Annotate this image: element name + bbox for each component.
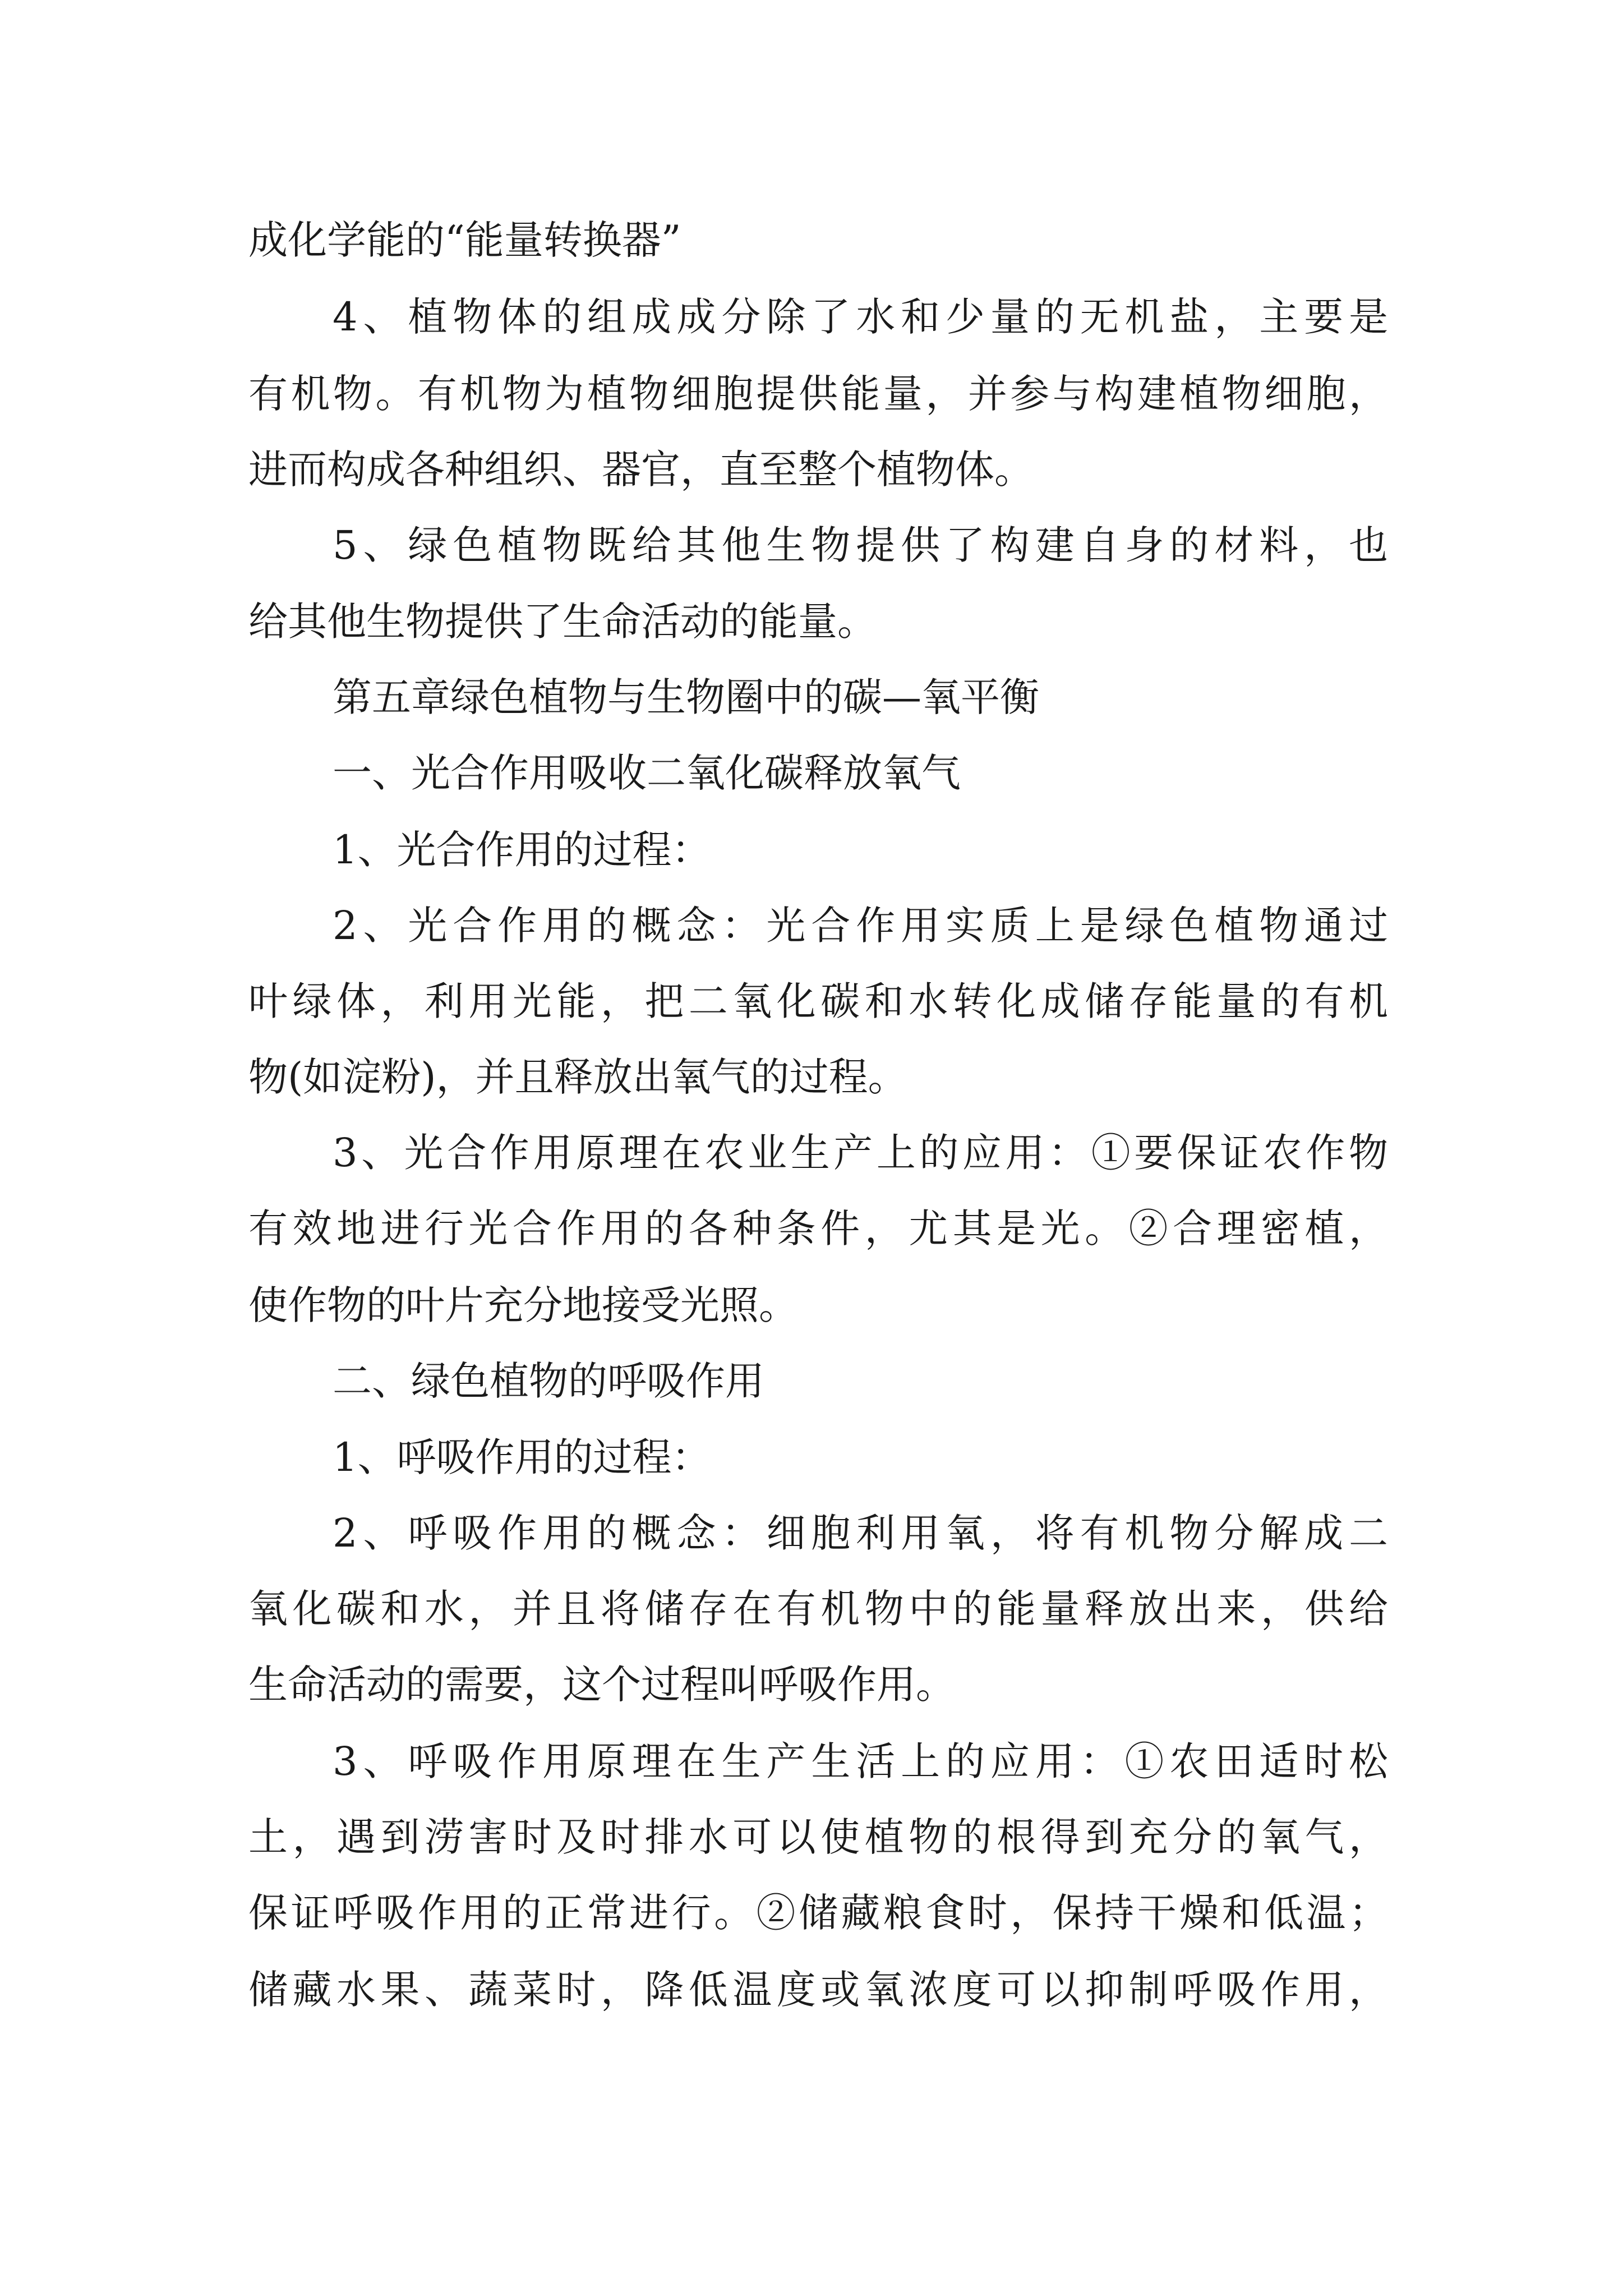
text-line: 2、光合作用的概念：光合作用实质上是绿色植物通过 (333, 903, 1388, 949)
text-line: 3、呼吸作用原理在生产生活上的应用：①农田适时松 (333, 1738, 1388, 1784)
text-line: 给其他生物提供了生命活动的能量。 (248, 599, 877, 645)
text-line: 氧化碳和水，并且将储存在有机物中的能量释放出来，供给 (248, 1586, 1388, 1632)
text-line: 储藏水果、蔬菜时，降低温度或氧浓度可以抑制呼吸作用， (248, 1967, 1388, 2013)
text-line: 物(如淀粉)，并且释放出氧气的过程。 (248, 1054, 907, 1100)
text-line: 1、呼吸作用的过程： (333, 1434, 711, 1480)
text-line: 进而构成各种组织、器官，直至整个植物体。 (248, 447, 1034, 493)
text-line: 一、光合作用吸收二氧化碳释放氧气 (333, 750, 961, 796)
text-line: 有效地进行光合作用的各种条件，尤其是光。②合理密植， (248, 1205, 1388, 1251)
text-line: 第五章绿色植物与生物圈中的碳—氧平衡 (333, 674, 1039, 720)
text-line: 生命活动的需要，这个过程叫呼吸作用。 (248, 1662, 955, 1708)
text-line: 有机物。有机物为植物细胞提供能量，并参与构建植物细胞， (248, 371, 1388, 417)
text-line: 保证呼吸作用的正常进行。②储藏粮食时，保持干燥和低温； (248, 1890, 1388, 1936)
text-line: 1、光合作用的过程： (333, 827, 711, 873)
text-line: 3、光合作用原理在农业生产上的应用：①要保证农作物 (333, 1130, 1388, 1176)
text-line: 5、绿色植物既给其他生物提供了构建自身的材料，也 (333, 522, 1388, 568)
text-line: 4、植物体的组成成分除了水和少量的无机盐，主要是 (333, 294, 1388, 340)
text-line: 2、呼吸作用的概念：细胞利用氧，将有机物分解成二 (333, 1510, 1388, 1556)
text-line: 使作物的叶片充分地接受光照。 (248, 1282, 798, 1328)
text-line: 成化学能的“能量转换器” (248, 217, 681, 263)
text-line: 土，遇到涝害时及时排水可以使植物的根得到充分的氧气， (248, 1814, 1388, 1860)
text-line: 二、绿色植物的呼吸作用 (333, 1358, 764, 1404)
text-line: 叶绿体，利用光能，把二氧化碳和水转化成储存能量的有机 (248, 978, 1388, 1024)
